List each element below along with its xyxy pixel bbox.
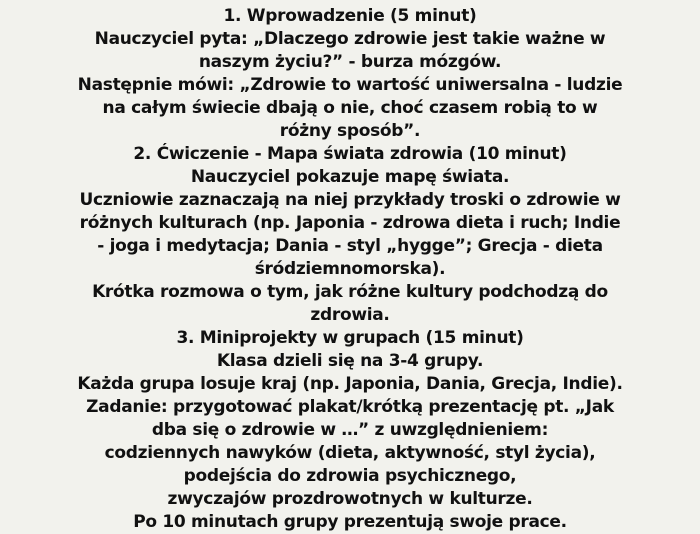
text-line: 1. Wprowadzenie (5 minut) — [223, 6, 477, 26]
text-line: na całym świecie dbają o nie, choć czasem robią to w — [102, 98, 598, 118]
text-line: Krótka rozmowa o tym, jak różne kultury podchodzą do — [92, 282, 608, 302]
text-line: 2. Ćwiczenie - Mapa świata zdrowia (10 minut) — [133, 144, 567, 164]
text-line: Nauczyciel pyta: „Dlaczego zdrowie jest takie ważne w — [94, 29, 606, 49]
text-line: zwyczajów prozdrowotnych w kulturze. — [167, 489, 533, 509]
text-line: Zadanie: przygotować plakat/krótką prezentację pt. „Jak — [86, 397, 614, 417]
text-line: Uczniowie zaznaczają na niej przykłady troski o zdrowie w — [79, 190, 621, 210]
text-line: Klasa dzieli się na 3-4 grupy. — [216, 351, 484, 371]
text-line: Nauczyciel pokazuje mapę świata. — [190, 167, 510, 187]
lesson-plan-text — [10, 5, 690, 534]
text-line: Następnie mówi: „Zdrowie to wartość uniwersalna - ludzie — [77, 75, 623, 95]
text-line: podejścia do zdrowia psychicznego, — [183, 466, 517, 486]
text-line: naszym życiu?” - burza mózgów. — [198, 52, 502, 72]
text-line: - joga i medytacja; Dania - styl „hygge”; Grecja - dieta — [97, 236, 603, 256]
text-line: Po 10 minutach grupy prezentują swoje prace. — [133, 512, 567, 532]
text-line: dba się o zdrowie w …” z uwzględnieniem: — [151, 420, 549, 440]
text-line: codziennych nawyków (dieta, aktywność, styl życia), — [104, 443, 596, 463]
text-line: 3. Miniprojekty w grupach (15 minut) — [176, 328, 524, 348]
text-line: różny sposób”. — [279, 121, 421, 141]
text-line: zdrowia. — [310, 305, 390, 325]
text-line: różnych kulturach (np. Japonia - zdrowa dieta i ruch; Indie — [79, 213, 621, 233]
text-line: śródziemnomorska). — [254, 259, 446, 279]
text-line: Każda grupa losuje kraj (np. Japonia, Dania, Grecja, Indie). — [77, 374, 623, 394]
